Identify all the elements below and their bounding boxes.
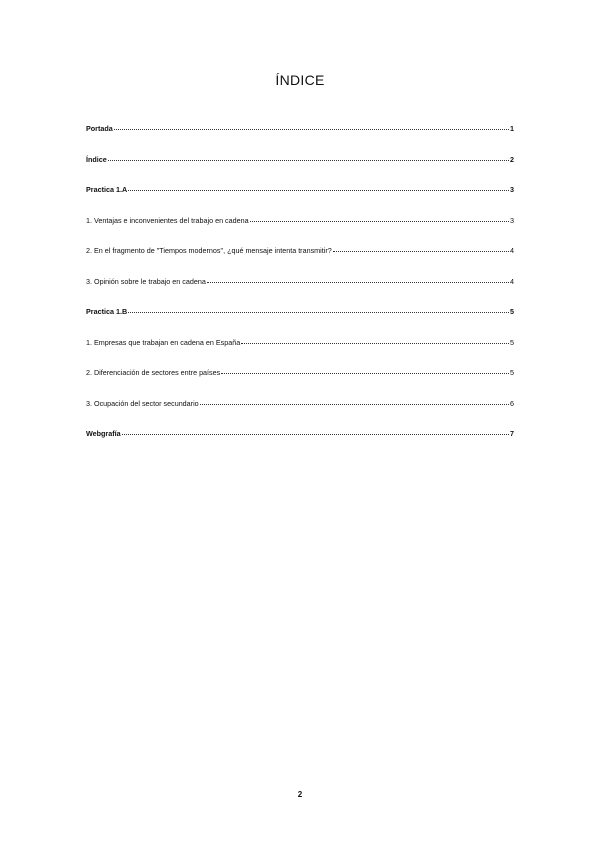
toc-dot-leader bbox=[241, 343, 509, 344]
toc-entry[interactable] bbox=[86, 216, 514, 247]
toc-entry-label: Practica 1.B bbox=[86, 307, 128, 316]
toc-entry-page: 6 bbox=[510, 398, 514, 408]
toc-entry[interactable] bbox=[86, 277, 514, 308]
toc-entry[interactable] bbox=[86, 429, 514, 460]
toc-entry-label: Portada bbox=[86, 124, 113, 133]
toc-entry[interactable] bbox=[86, 307, 514, 338]
toc-dot-leader bbox=[108, 160, 509, 161]
page-number: 2 bbox=[297, 790, 303, 799]
toc-entry-label: 3. Ocupación del sector secundario bbox=[86, 398, 199, 408]
toc-entry-label: Índice bbox=[86, 154, 107, 164]
toc-entry-page: 3 bbox=[510, 185, 514, 194]
toc-dot-leader bbox=[250, 221, 509, 222]
toc-entry[interactable] bbox=[86, 246, 514, 277]
toc-entry-label: Webgrafía bbox=[86, 429, 121, 438]
toc-entry-label: 2. En el fragmento de "Tiempos modernos", ¿qué mensaje intenta transmitir? bbox=[86, 246, 332, 255]
toc-entry-page: 3 bbox=[510, 215, 514, 225]
toc-dot-leader bbox=[128, 190, 509, 191]
toc-entry-label: Practica 1.A bbox=[86, 185, 128, 194]
toc-entry-page: 4 bbox=[510, 276, 514, 286]
toc-dot-leader bbox=[207, 282, 509, 283]
toc-entry-label: 1. Empresas que trabajan en cadena en España bbox=[86, 337, 241, 347]
toc-entry[interactable] bbox=[86, 399, 514, 430]
toc-dot-leader bbox=[333, 251, 509, 252]
toc-entry[interactable] bbox=[86, 155, 514, 186]
toc-entry-page: 5 bbox=[510, 368, 514, 377]
toc-entry-label: 3. Opinión sobre le trabajo en cadena bbox=[86, 276, 206, 286]
page-title: ÍNDICE bbox=[275, 72, 325, 88]
toc-dot-leader bbox=[221, 373, 509, 374]
toc-dot-leader bbox=[114, 129, 509, 130]
toc-entry[interactable] bbox=[86, 185, 514, 216]
toc-dot-leader bbox=[200, 404, 509, 405]
toc-entry[interactable] bbox=[86, 368, 514, 399]
toc-entry-page: 5 bbox=[510, 337, 514, 347]
toc-entry-page: 2 bbox=[510, 154, 514, 164]
toc-entry-label: 1. Ventajas e inconvenientes del trabajo en cadena bbox=[86, 215, 249, 225]
toc-entry-page: 5 bbox=[510, 307, 514, 316]
toc-dot-leader bbox=[122, 434, 509, 435]
toc-entry-page: 7 bbox=[510, 429, 514, 438]
toc-entry-page: 1 bbox=[510, 124, 514, 133]
toc-entry[interactable] bbox=[86, 124, 514, 155]
toc-entry-page: 4 bbox=[510, 246, 514, 255]
toc-dot-leader bbox=[128, 312, 509, 313]
toc-entry[interactable] bbox=[86, 338, 514, 369]
toc-entry-label: 2. Diferenciación de sectores entre países bbox=[86, 368, 221, 377]
table-of-contents bbox=[86, 124, 514, 460]
